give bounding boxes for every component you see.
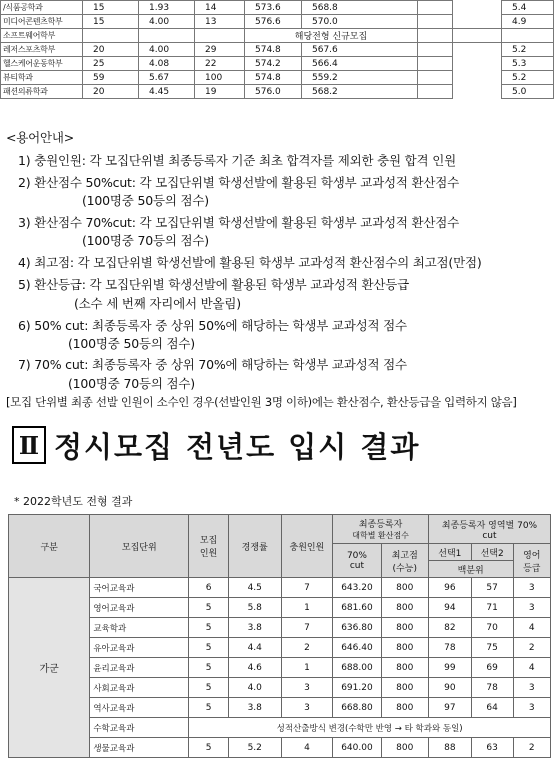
table-cell bbox=[453, 15, 502, 29]
table-row bbox=[9, 638, 551, 658]
dept-name: 수학교육과 bbox=[90, 718, 189, 738]
glossary-line: (소수 세 번째 자리에서 반올림) bbox=[74, 296, 241, 311]
table-row bbox=[1, 1, 554, 15]
table-cell: 3 bbox=[513, 598, 550, 618]
header-sel2: 선택2 bbox=[471, 544, 513, 561]
table-cell: 1.93 bbox=[139, 1, 195, 15]
table-cell: 4.5 bbox=[228, 578, 281, 598]
table-cell: 5.67 bbox=[139, 71, 195, 85]
table-cell: 3 bbox=[513, 698, 550, 718]
table-cell: 71 bbox=[471, 598, 513, 618]
table-cell: 5.3 bbox=[502, 57, 554, 71]
table-row bbox=[1, 29, 554, 43]
table-cell: 4.6 bbox=[228, 658, 281, 678]
table-cell: 2 bbox=[281, 638, 333, 658]
header-final: 최종등록자 대학별 환산점수 bbox=[333, 515, 429, 544]
glossary-heading: <용어안내> bbox=[6, 130, 75, 145]
table-cell bbox=[418, 29, 453, 43]
table-cell: 640.00 bbox=[333, 738, 381, 758]
header-max: 최고점 (수능) bbox=[381, 544, 428, 578]
table-cell bbox=[418, 85, 453, 99]
table-cell: 63 bbox=[471, 738, 513, 758]
table-cell: 688.00 bbox=[333, 658, 381, 678]
dept-name: 국어교육과 bbox=[90, 578, 189, 598]
table-cell: 15 bbox=[83, 1, 139, 15]
table-row bbox=[9, 678, 551, 698]
table-cell: 4.08 bbox=[139, 57, 195, 71]
table-cell: 5 bbox=[189, 598, 229, 618]
table-cell: 22 bbox=[195, 57, 245, 71]
table-cell: 3.8 bbox=[228, 618, 281, 638]
table-cell bbox=[418, 57, 453, 71]
table-cell: 5 bbox=[189, 738, 229, 758]
dept-name: 생물교육과 bbox=[90, 738, 189, 758]
table-cell bbox=[83, 29, 139, 43]
table-row bbox=[1, 57, 554, 71]
dept-name: /식품공학과 bbox=[1, 1, 83, 15]
table-cell: 574.2 bbox=[245, 57, 302, 71]
year-subtitle: * 2022학년도 전형 결과 bbox=[14, 495, 133, 508]
glossary-line: 2) 환산점수 50%cut: 각 모집단위별 학생선발에 활용된 학생부 교과성적 환산점수 bbox=[18, 175, 460, 190]
table-cell: 5 bbox=[189, 638, 229, 658]
dept-name: 교육학과 bbox=[90, 618, 189, 638]
table-cell: 15 bbox=[83, 15, 139, 29]
table-cell: 5 bbox=[189, 698, 229, 718]
table-cell: 69 bbox=[471, 658, 513, 678]
table-cell: 20 bbox=[83, 43, 139, 57]
table-cell: 3 bbox=[513, 578, 550, 598]
header-sel1: 선택1 bbox=[428, 544, 471, 561]
section-title: 정시모집 전년도 입시 결과 bbox=[54, 429, 421, 464]
table-cell: 14 bbox=[195, 1, 245, 15]
dept-name: 역사교육과 bbox=[90, 698, 189, 718]
table-cell: 5 bbox=[189, 658, 229, 678]
header-quota: 모집 인원 bbox=[189, 515, 229, 578]
table-cell: 75 bbox=[471, 638, 513, 658]
table-cell: 19 bbox=[195, 85, 245, 99]
table-cell: 5.0 bbox=[502, 85, 554, 99]
row-note: 해당전형 신규모집 bbox=[245, 29, 418, 43]
header-rate: 경쟁률 bbox=[228, 515, 281, 578]
dept-name: 레저스포츠학부 bbox=[1, 43, 83, 57]
table-cell: 5 bbox=[189, 678, 229, 698]
table-cell: 800 bbox=[381, 598, 428, 618]
header-area: 최종등록자 영역별 70% cut bbox=[428, 515, 550, 544]
glossary-line: 5) 환산등급: 각 모집단위별 학생선발에 활용된 학생부 교과성적 환산등급 bbox=[18, 277, 410, 292]
table-cell: 800 bbox=[381, 678, 428, 698]
table-cell: 5 bbox=[189, 618, 229, 638]
table-cell: 3 bbox=[513, 678, 550, 698]
table-cell: 7 bbox=[281, 618, 333, 638]
table-cell: 4.45 bbox=[139, 85, 195, 99]
table-row bbox=[9, 718, 551, 738]
table-cell: 566.4 bbox=[302, 57, 418, 71]
table-row bbox=[1, 15, 554, 29]
table-cell: 4.00 bbox=[139, 15, 195, 29]
glossary-line: 3) 환산점수 70%cut: 각 모집단위별 학생선발에 활용된 학생부 교과성적 환산점수 bbox=[18, 215, 460, 230]
table-cell: 3 bbox=[281, 678, 333, 698]
admission-results-table-top bbox=[0, 0, 554, 99]
table-cell: 568.2 bbox=[302, 85, 418, 99]
table-cell: 576.6 bbox=[245, 15, 302, 29]
table-cell: 88 bbox=[428, 738, 471, 758]
row-note: 성적산출방식 변경(수학만 반영 → 타 학과와 동일) bbox=[189, 718, 551, 738]
section-heading bbox=[12, 424, 420, 466]
glossary-line: (100명중 70등의 점수) bbox=[68, 376, 195, 391]
dept-name: 소프트웨어학부 bbox=[1, 29, 83, 43]
table-cell: 64 bbox=[471, 698, 513, 718]
dept-name: 미디어콘텐츠학부 bbox=[1, 15, 83, 29]
table-cell bbox=[453, 57, 502, 71]
table-cell bbox=[453, 85, 502, 99]
glossary-line: 1) 충원인원: 각 모집단위별 최종등록자 기준 최초 합격자를 제외한 충원 합격 인원 bbox=[18, 153, 456, 168]
table-row bbox=[9, 698, 551, 718]
table-cell: 97 bbox=[428, 698, 471, 718]
table-cell: 4 bbox=[513, 658, 550, 678]
table-cell: 4.00 bbox=[139, 43, 195, 57]
glossary-line: (100명중 50등의 점수) bbox=[82, 193, 209, 208]
table-cell: 573.6 bbox=[245, 1, 302, 15]
table-cell bbox=[418, 1, 453, 15]
header-pct: 백분위 bbox=[428, 561, 513, 578]
glossary-line: 4) 최고점: 각 모집단위별 학생선발에 활용된 학생부 교과성적 환산점수의 최고점(만점) bbox=[18, 255, 482, 270]
table-cell: 568.8 bbox=[302, 1, 418, 15]
table-cell: 643.20 bbox=[333, 578, 381, 598]
table-row bbox=[9, 658, 551, 678]
dept-name: 헬스케어운동학부 bbox=[1, 57, 83, 71]
table-cell: 25 bbox=[83, 57, 139, 71]
table-cell: 800 bbox=[381, 578, 428, 598]
table-cell: 29 bbox=[195, 43, 245, 57]
header-eng: 영어 등급 bbox=[513, 544, 550, 578]
table-cell: 4.4 bbox=[228, 638, 281, 658]
dept-name: 패션의류학과 bbox=[1, 85, 83, 99]
table-cell: 800 bbox=[381, 698, 428, 718]
header-extra: 충원인원 bbox=[281, 515, 333, 578]
table-cell: 1 bbox=[281, 658, 333, 678]
group-label: 가군 bbox=[9, 578, 90, 758]
table-cell: 691.20 bbox=[333, 678, 381, 698]
table-cell: 3.8 bbox=[228, 698, 281, 718]
table-cell bbox=[418, 43, 453, 57]
table-row bbox=[9, 618, 551, 638]
table-cell bbox=[453, 1, 502, 15]
notice-text: [모집 단위별 최종 선발 인원이 소수인 경우(선발인원 3명 이하)에는 환산점수, 환산등급을 입력하지 않음] bbox=[6, 395, 517, 409]
table-cell: 567.6 bbox=[302, 43, 418, 57]
header-cut70: 70% cut bbox=[333, 544, 381, 578]
table-cell: 5.4 bbox=[502, 1, 554, 15]
table-cell: 576.0 bbox=[245, 85, 302, 99]
dept-name: 영어교육과 bbox=[90, 598, 189, 618]
header-group: 구분 bbox=[9, 515, 90, 578]
table-row bbox=[1, 85, 554, 99]
table-cell bbox=[195, 29, 245, 43]
table-cell bbox=[502, 29, 554, 43]
table-cell: 5.2 bbox=[502, 71, 554, 85]
table-cell: 5.2 bbox=[228, 738, 281, 758]
table-cell bbox=[418, 71, 453, 85]
dept-name: 뷰티학과 bbox=[1, 71, 83, 85]
table-cell: 7 bbox=[281, 578, 333, 598]
table-row bbox=[9, 578, 551, 598]
table-cell: 800 bbox=[381, 658, 428, 678]
table-cell: 574.8 bbox=[245, 43, 302, 57]
table-row bbox=[9, 598, 551, 618]
table-cell bbox=[418, 15, 453, 29]
table-cell: 94 bbox=[428, 598, 471, 618]
table-cell: 5.8 bbox=[228, 598, 281, 618]
section-number: Ⅱ bbox=[12, 426, 46, 464]
table-cell: 59 bbox=[83, 71, 139, 85]
table-cell bbox=[453, 29, 502, 43]
dept-name: 윤리교육과 bbox=[90, 658, 189, 678]
table-cell: 100 bbox=[195, 71, 245, 85]
table-cell: 559.2 bbox=[302, 71, 418, 85]
table-cell: 2 bbox=[513, 738, 550, 758]
table-cell: 646.40 bbox=[333, 638, 381, 658]
table-cell: 668.80 bbox=[333, 698, 381, 718]
table-cell: 6 bbox=[189, 578, 229, 598]
table-cell: 20 bbox=[83, 85, 139, 99]
table-cell: 636.80 bbox=[333, 618, 381, 638]
header-dept: 모집단위 bbox=[90, 515, 189, 578]
glossary-line: 7) 70% cut: 최종등록자 중 상위 70%에 해당하는 학생부 교과성적 점수 bbox=[18, 357, 407, 372]
regular-admission-results-table bbox=[8, 514, 551, 758]
table-cell: 13 bbox=[195, 15, 245, 29]
table-cell: 4.9 bbox=[502, 15, 554, 29]
table-cell: 800 bbox=[381, 618, 428, 638]
glossary-line: (100명중 50등의 점수) bbox=[68, 336, 195, 351]
table-cell: 681.60 bbox=[333, 598, 381, 618]
table-cell: 78 bbox=[471, 678, 513, 698]
table-cell: 2 bbox=[513, 638, 550, 658]
table-cell: 1 bbox=[281, 598, 333, 618]
table-cell: 4 bbox=[281, 738, 333, 758]
table-cell: 78 bbox=[428, 638, 471, 658]
table-cell: 800 bbox=[381, 638, 428, 658]
table-row bbox=[1, 71, 554, 85]
table-cell: 574.8 bbox=[245, 71, 302, 85]
table-cell: 96 bbox=[428, 578, 471, 598]
dept-name: 유아교육과 bbox=[90, 638, 189, 658]
table-cell: 800 bbox=[381, 738, 428, 758]
table-cell: 82 bbox=[428, 618, 471, 638]
table-cell: 570.0 bbox=[302, 15, 418, 29]
table-cell: 70 bbox=[471, 618, 513, 638]
dept-name: 사회교육과 bbox=[90, 678, 189, 698]
table-row bbox=[9, 738, 551, 758]
table-cell: 3 bbox=[281, 698, 333, 718]
table-row bbox=[1, 43, 554, 57]
table-cell: 90 bbox=[428, 678, 471, 698]
glossary-line: (100명중 70등의 점수) bbox=[82, 233, 209, 248]
table-cell bbox=[453, 43, 502, 57]
table-cell: 4 bbox=[513, 618, 550, 638]
table-cell bbox=[139, 29, 195, 43]
table-cell bbox=[453, 71, 502, 85]
glossary-line: 6) 50% cut: 최종등록자 중 상위 50%에 해당하는 학생부 교과성적 점수 bbox=[18, 318, 407, 333]
table-cell: 99 bbox=[428, 658, 471, 678]
table-cell: 57 bbox=[471, 578, 513, 598]
table-cell: 5.2 bbox=[502, 43, 554, 57]
table-cell: 4.0 bbox=[228, 678, 281, 698]
